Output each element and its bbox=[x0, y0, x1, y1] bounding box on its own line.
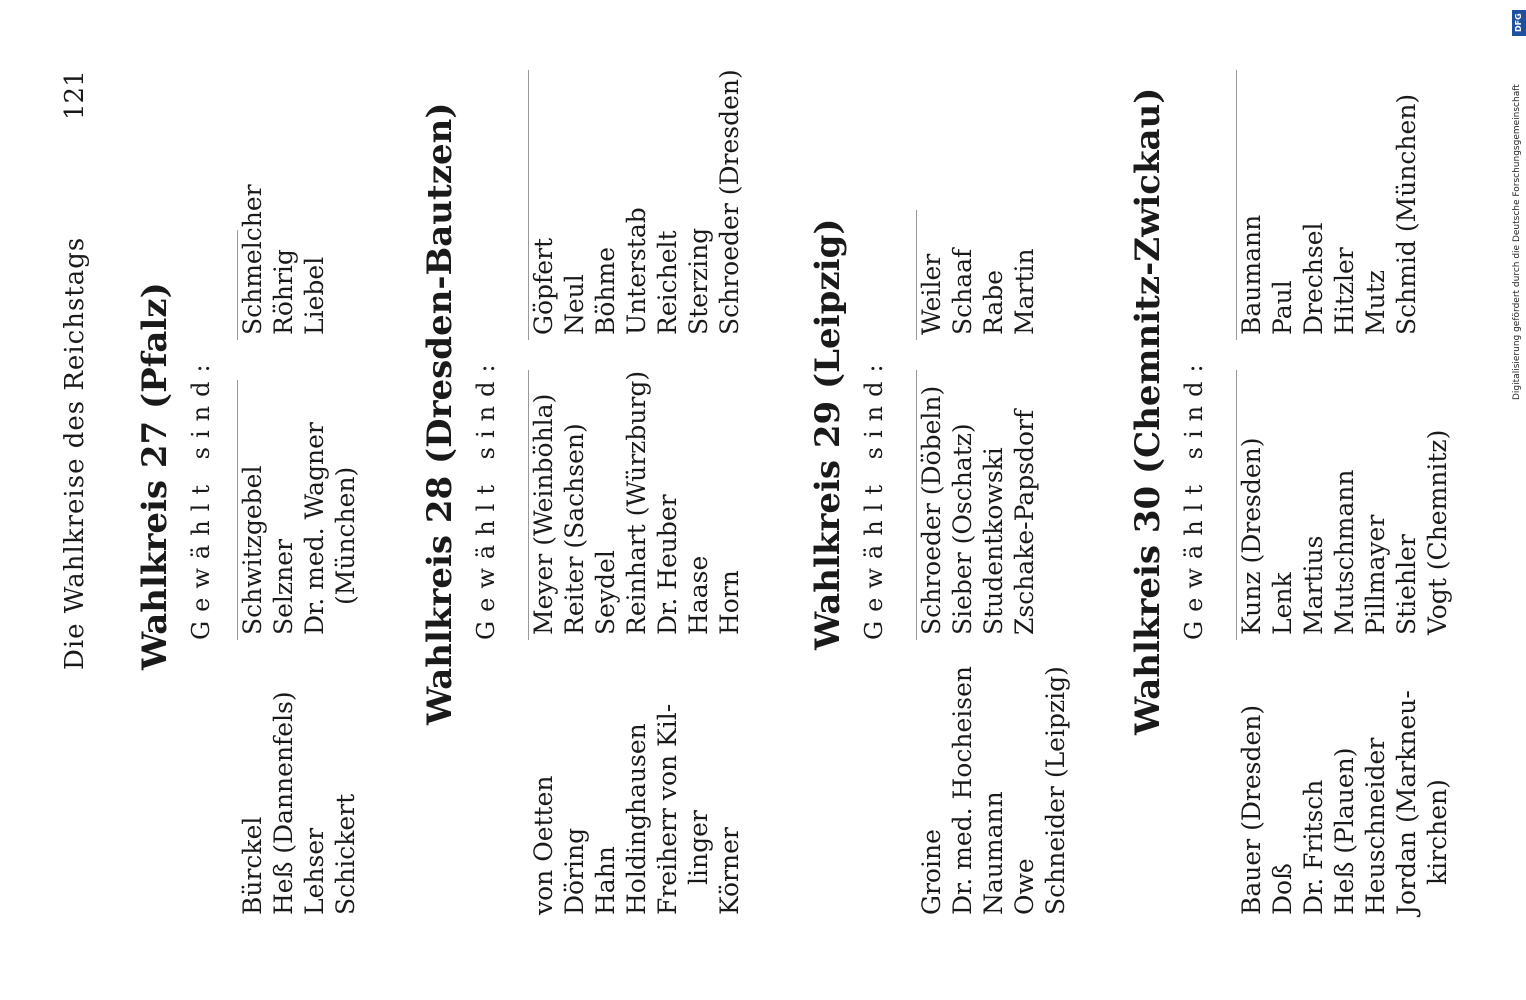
candidate-name: Selzner bbox=[269, 539, 298, 635]
candidate-name: Heuschneider bbox=[1361, 737, 1390, 915]
candidate-name: Lehser bbox=[300, 827, 329, 915]
candidate-name: von Oetten bbox=[529, 775, 558, 915]
candidate-column bbox=[528, 371, 745, 635]
candidate-column bbox=[237, 422, 361, 635]
elected-label: Gewählt sind: bbox=[860, 355, 888, 640]
candidate-name: Naumann bbox=[979, 791, 1008, 915]
elected-label: Gewählt sind: bbox=[1180, 355, 1208, 640]
candidate-name: Sterzing bbox=[684, 227, 713, 335]
candidate-name: Unterstab bbox=[622, 207, 651, 335]
digitization-credit bbox=[1512, 10, 1526, 405]
candidate-column bbox=[916, 248, 1040, 335]
candidate-name: Schroeder (Dresden) bbox=[715, 69, 744, 335]
candidate-name: Böhme bbox=[591, 246, 620, 335]
wahlkreis-heading: Wahlkreis 30 (Chemnitz-Zwickau) bbox=[1128, 87, 1168, 735]
candidate-name: Pillmayer bbox=[1361, 514, 1390, 635]
credit-text: Digitalisierung gefördert durch die Deutsche Forschungsgemeinschaft bbox=[1512, 84, 1522, 400]
candidate-name: Reinhart (Würzburg) bbox=[622, 370, 651, 635]
candidate-name: Groine bbox=[917, 829, 946, 915]
candidate-name: Weiler bbox=[917, 253, 946, 335]
candidate-name: Röhrig bbox=[269, 249, 298, 335]
wahlkreis-heading: Wahlkreis 27 (Pfalz) bbox=[135, 282, 175, 670]
wahlkreis-heading: Wahlkreis 28 (Dresden-Bautzen) bbox=[420, 102, 460, 725]
candidate-name: Hitzler bbox=[1330, 247, 1359, 335]
candidate-name: Schaaf bbox=[948, 248, 977, 335]
candidate-name: Holdinghausen bbox=[622, 723, 651, 915]
candidate-name: Schmelcher bbox=[238, 184, 267, 335]
candidate-column bbox=[237, 691, 361, 915]
candidate-name: Dr. med. Hocheisen bbox=[948, 665, 977, 915]
candidate-column bbox=[528, 69, 745, 335]
candidate-name: Lenk bbox=[1268, 572, 1297, 635]
candidate-name: linger bbox=[684, 810, 713, 885]
candidate-name: Zschake-Papsdorf bbox=[1010, 409, 1039, 635]
candidate-name: Reiter (Sachsen) bbox=[560, 423, 589, 635]
page-header-title: Die Wahlkreise des Reichstags bbox=[60, 236, 90, 670]
candidate-name: Hahn bbox=[591, 846, 620, 915]
candidate-name: Körner bbox=[715, 827, 744, 915]
candidate-name: Drechsel bbox=[1299, 222, 1328, 335]
candidate-name: Dr. Fritsch bbox=[1299, 779, 1328, 915]
candidate-name: Meyer (Weinböhla) bbox=[529, 393, 558, 635]
candidate-name: Neul bbox=[560, 274, 589, 335]
candidate-name: Doß bbox=[1268, 863, 1297, 915]
candidate-name: Mutz bbox=[1361, 270, 1390, 335]
candidate-column bbox=[916, 666, 1071, 915]
elected-label: Gewählt sind: bbox=[472, 355, 500, 640]
candidate-name: (München) bbox=[331, 466, 360, 605]
candidate-name: Mutschmann bbox=[1330, 469, 1359, 635]
candidate-name: Döring bbox=[560, 827, 589, 915]
candidate-name: Schneider (Leipzig) bbox=[1041, 666, 1070, 915]
running-header bbox=[60, 0, 100, 1000]
candidate-name: Rabe bbox=[979, 269, 1008, 335]
candidate-name: Schroeder (Döbeln) bbox=[917, 385, 946, 635]
candidate-name: Göpfert bbox=[529, 237, 558, 335]
candidate-name: Owe bbox=[1010, 858, 1039, 915]
candidate-name: Schwitzgebel bbox=[238, 465, 267, 635]
candidate-name: Heß (Plauen) bbox=[1330, 747, 1359, 915]
candidate-name: Martin bbox=[1010, 248, 1039, 335]
candidate-name: Liebel bbox=[300, 256, 329, 335]
candidate-column bbox=[1236, 94, 1422, 335]
candidate-name: Martius bbox=[1299, 535, 1328, 635]
candidate-name: Stiehler bbox=[1392, 534, 1421, 635]
candidate-name: Vogt (Chemnitz) bbox=[1423, 429, 1452, 635]
candidate-column bbox=[528, 704, 745, 915]
candidate-name: Dr. Heuber bbox=[653, 494, 682, 635]
candidate-name: Bürckel bbox=[238, 816, 267, 915]
candidate-column bbox=[1236, 430, 1453, 635]
candidate-name: Dr. med. Wagner bbox=[300, 422, 329, 635]
candidate-name: Sieber (Oschatz) bbox=[948, 423, 977, 635]
candidate-column bbox=[237, 184, 330, 335]
candidate-name: Bauer (Dresden) bbox=[1237, 704, 1266, 915]
candidate-name: Haase bbox=[684, 555, 713, 635]
candidate-name: Heß (Dannenfels) bbox=[269, 691, 298, 915]
candidate-name: Seydel bbox=[591, 550, 620, 635]
candidate-name: Reichelt bbox=[653, 230, 682, 335]
candidate-column bbox=[916, 386, 1040, 635]
candidate-name: kirchen) bbox=[1423, 779, 1452, 885]
candidate-name: Horn bbox=[715, 570, 744, 635]
candidate-name: Schmid (München) bbox=[1392, 93, 1421, 335]
candidate-column bbox=[1236, 690, 1453, 915]
candidate-name: Studentkowski bbox=[979, 447, 1008, 635]
candidate-name: Paul bbox=[1268, 280, 1297, 335]
candidate-name: Freiherr von Kil- bbox=[653, 703, 682, 915]
candidate-name: Kunz (Dresden) bbox=[1237, 437, 1266, 635]
candidate-name: Jordan (Markneu- bbox=[1392, 690, 1421, 915]
candidate-name: Schickert bbox=[331, 793, 360, 915]
dfg-logo-icon: DFG bbox=[1512, 10, 1526, 36]
page-number: 121 bbox=[60, 70, 90, 120]
elected-label: Gewählt sind: bbox=[187, 355, 215, 640]
candidate-name: Baumann bbox=[1237, 214, 1266, 335]
wahlkreis-heading: Wahlkreis 29 (Leipzig) bbox=[808, 218, 848, 650]
